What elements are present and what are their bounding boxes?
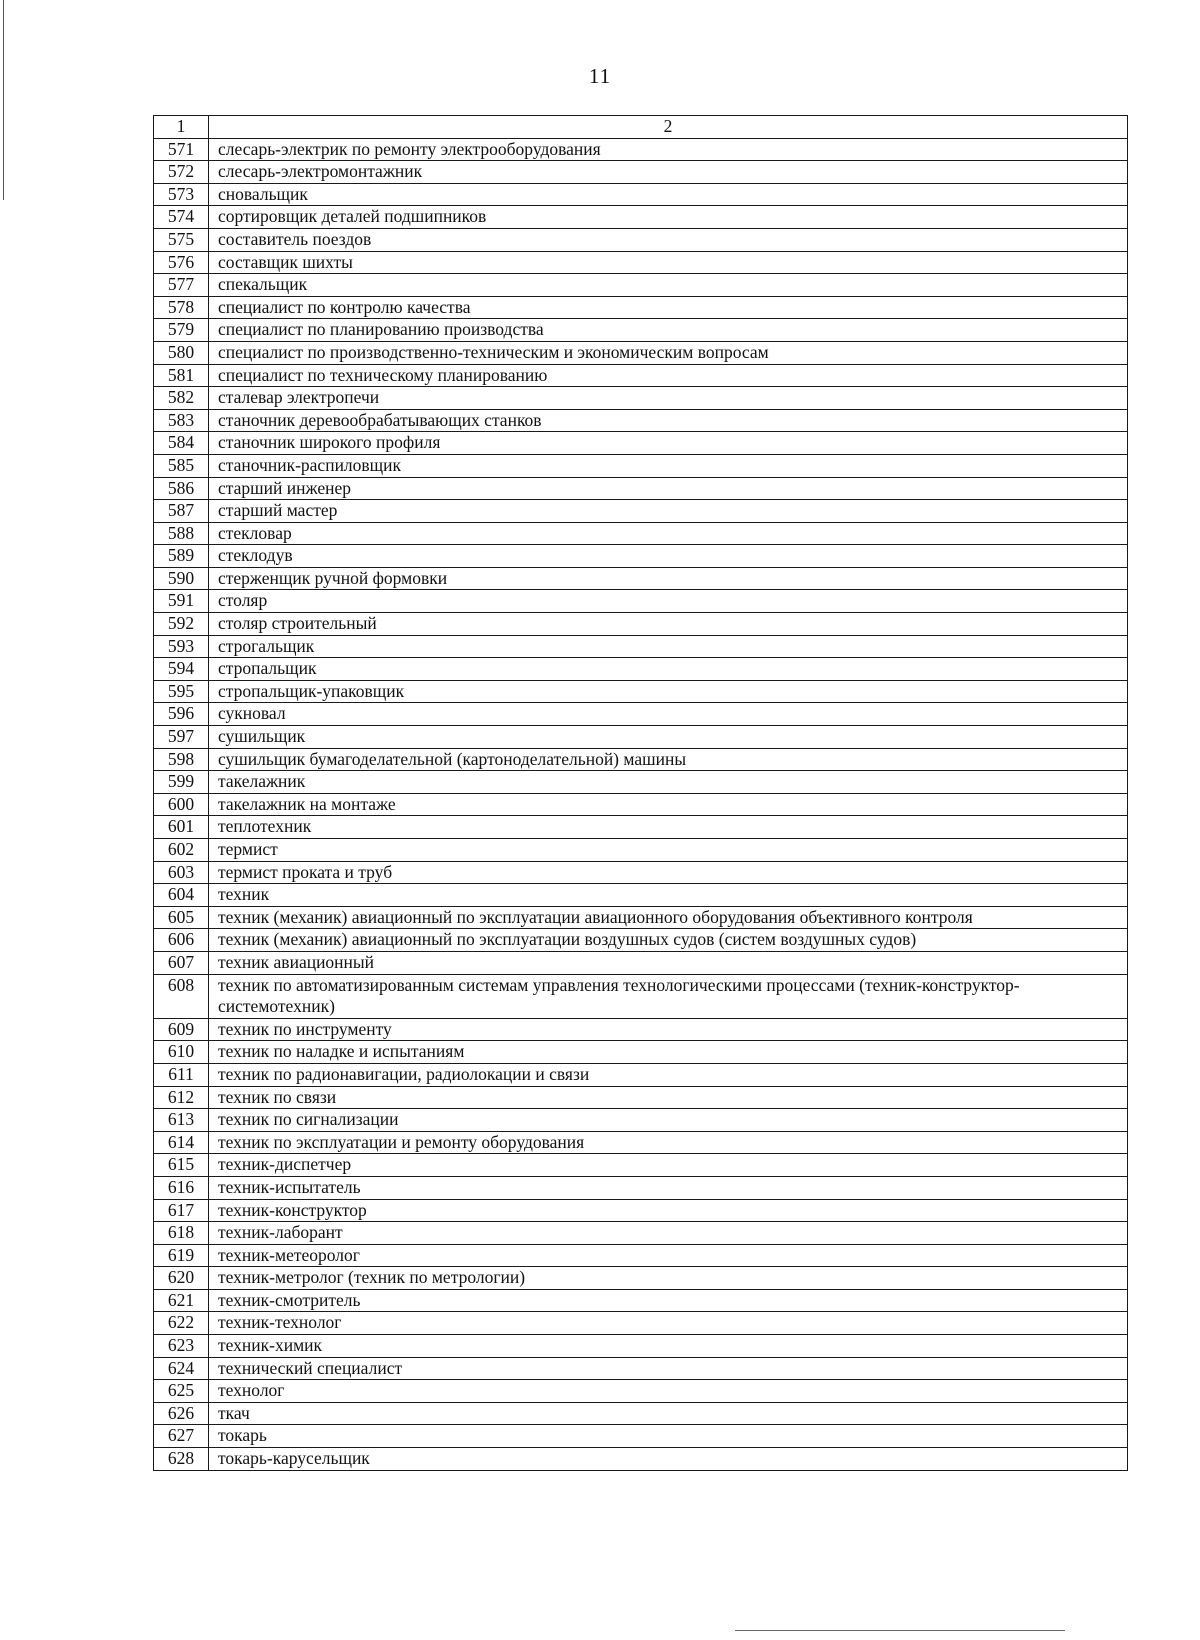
row-number-cell: 599 <box>154 771 209 794</box>
occupation-name-cell: специалист по планированию производства <box>209 319 1128 342</box>
row-number-cell: 584 <box>154 432 209 455</box>
occupation-name-cell: слесарь-электромонтажник <box>209 161 1128 184</box>
occupation-name-cell: строгальщик <box>209 635 1128 658</box>
table-row <box>154 884 1128 907</box>
row-number-cell: 572 <box>154 161 209 184</box>
row-number-cell: 618 <box>154 1222 209 1245</box>
occupation-name-cell: сновальщик <box>209 183 1128 206</box>
occupations-table <box>153 115 1128 1471</box>
row-number-cell: 612 <box>154 1086 209 1109</box>
row-number-cell: 592 <box>154 613 209 636</box>
row-number-cell: 627 <box>154 1425 209 1448</box>
row-number-cell: 616 <box>154 1176 209 1199</box>
row-number-cell: 598 <box>154 748 209 771</box>
row-number-cell: 620 <box>154 1267 209 1290</box>
table-row <box>154 1402 1128 1425</box>
occupation-name-cell: такелажник на монтаже <box>209 793 1128 816</box>
row-number-cell: 583 <box>154 409 209 432</box>
table-row <box>154 341 1128 364</box>
row-number-cell: 614 <box>154 1131 209 1154</box>
row-number-cell: 607 <box>154 951 209 974</box>
row-number-cell: 594 <box>154 658 209 681</box>
occupation-name-cell: техник по связи <box>209 1086 1128 1109</box>
table-row <box>154 1448 1128 1471</box>
table-row <box>154 1041 1128 1064</box>
footer-scan-line <box>735 1630 1065 1631</box>
table-row <box>154 274 1128 297</box>
row-number-cell: 624 <box>154 1357 209 1380</box>
table-row <box>154 1199 1128 1222</box>
row-number-cell: 596 <box>154 703 209 726</box>
occupation-name-cell: стропальщик <box>209 658 1128 681</box>
occupation-name-cell: стеклодув <box>209 545 1128 568</box>
table-row <box>154 816 1128 839</box>
occupation-name-cell: сушильщик бумагоделательной (картоноделательной) машины <box>209 748 1128 771</box>
row-number-cell: 587 <box>154 500 209 523</box>
table-row <box>154 409 1128 432</box>
occupation-name-cell: техник-смотритель <box>209 1289 1128 1312</box>
row-number-cell: 581 <box>154 364 209 387</box>
table-row <box>154 793 1128 816</box>
table-row <box>154 1131 1128 1154</box>
table-row <box>154 748 1128 771</box>
row-number-cell: 591 <box>154 590 209 613</box>
row-number-cell: 579 <box>154 319 209 342</box>
occupation-name-cell: технолог <box>209 1380 1128 1403</box>
table-row <box>154 432 1128 455</box>
occupation-name-cell: сортировщик деталей подшипников <box>209 206 1128 229</box>
occupation-name-cell: станочник деревообрабатывающих станков <box>209 409 1128 432</box>
occupation-name-cell: специалист по техническому планированию <box>209 364 1128 387</box>
row-number-cell: 606 <box>154 929 209 952</box>
row-number-cell: 617 <box>154 1199 209 1222</box>
occupation-name-cell: техник по эксплуатации и ремонту оборудования <box>209 1131 1128 1154</box>
row-number-cell: 625 <box>154 1380 209 1403</box>
occupation-name-cell: техник-диспетчер <box>209 1154 1128 1177</box>
table-header <box>154 116 1128 139</box>
table-row <box>154 1335 1128 1358</box>
table-row <box>154 364 1128 387</box>
table-row <box>154 1222 1128 1245</box>
occupation-name-cell: техник по сигнализации <box>209 1109 1128 1132</box>
occupation-name-cell: специалист по производственно-техническим и экономическим вопросам <box>209 341 1128 364</box>
occupation-name-cell: техник-метеоролог <box>209 1244 1128 1267</box>
table-row <box>154 1425 1128 1448</box>
scan-edge-line <box>3 0 4 200</box>
occupation-name-cell: теплотехник <box>209 816 1128 839</box>
row-number-cell: 600 <box>154 793 209 816</box>
table-row <box>154 477 1128 500</box>
table-row <box>154 1176 1128 1199</box>
occupation-name-cell: составитель поездов <box>209 228 1128 251</box>
table-row <box>154 1312 1128 1335</box>
occupation-name-cell: сукновал <box>209 703 1128 726</box>
occupations-table-container <box>153 115 1127 1471</box>
table-row <box>154 138 1128 161</box>
row-number-cell: 571 <box>154 138 209 161</box>
occupation-name-cell: стерженщик ручной формовки <box>209 567 1128 590</box>
table-row <box>154 590 1128 613</box>
page-number: 11 <box>588 64 612 88</box>
occupation-name-cell: сушильщик <box>209 726 1128 749</box>
row-number-cell: 586 <box>154 477 209 500</box>
occupation-name-cell: техник авиационный <box>209 951 1128 974</box>
row-number-cell: 608 <box>154 974 209 1018</box>
row-number-cell: 601 <box>154 816 209 839</box>
occupation-name-cell: техник-химик <box>209 1335 1128 1358</box>
table-row <box>154 929 1128 952</box>
row-number-cell: 623 <box>154 1335 209 1358</box>
occupation-name-cell: технический специалист <box>209 1357 1128 1380</box>
occupation-name-cell: столяр строительный <box>209 613 1128 636</box>
table-row <box>154 387 1128 410</box>
occupation-name-cell: техник (механик) авиационный по эксплуатации воздушных судов (систем воздушных судов) <box>209 929 1128 952</box>
table-row <box>154 1154 1128 1177</box>
row-number-cell: 575 <box>154 228 209 251</box>
occupation-name-cell: техник-испытатель <box>209 1176 1128 1199</box>
row-number-cell: 574 <box>154 206 209 229</box>
table-row <box>154 974 1128 1018</box>
occupation-name-cell: ткач <box>209 1402 1128 1425</box>
row-number-cell: 621 <box>154 1289 209 1312</box>
table-row <box>154 771 1128 794</box>
occupation-name-cell: токарь-карусельщик <box>209 1448 1128 1471</box>
row-number-cell: 589 <box>154 545 209 568</box>
row-number-cell: 595 <box>154 680 209 703</box>
table-row <box>154 296 1128 319</box>
table-row <box>154 1357 1128 1380</box>
occupation-name-cell: старший инженер <box>209 477 1128 500</box>
occupation-name-cell: составщик шихты <box>209 251 1128 274</box>
table-row <box>154 161 1128 184</box>
table-row <box>154 1244 1128 1267</box>
table-row <box>154 703 1128 726</box>
occupation-name-cell: станочник широкого профиля <box>209 432 1128 455</box>
table-body <box>154 138 1128 1470</box>
table-row <box>154 1018 1128 1041</box>
occupation-name-cell: стропальщик-упаковщик <box>209 680 1128 703</box>
table-row <box>154 545 1128 568</box>
row-number-cell: 622 <box>154 1312 209 1335</box>
table-row <box>154 658 1128 681</box>
table-row <box>154 680 1128 703</box>
row-number-cell: 577 <box>154 274 209 297</box>
occupation-name-cell: техник по радионавигации, радиолокации и связи <box>209 1063 1128 1086</box>
table-row <box>154 1063 1128 1086</box>
table-row <box>154 861 1128 884</box>
row-number-cell: 588 <box>154 522 209 545</box>
occupation-name-cell: техник-метролог (техник по метрологии) <box>209 1267 1128 1290</box>
row-number-cell: 615 <box>154 1154 209 1177</box>
occupation-name-cell: спекальщик <box>209 274 1128 297</box>
table-row <box>154 228 1128 251</box>
row-number-cell: 613 <box>154 1109 209 1132</box>
occupation-name-cell: техник (механик) авиационный по эксплуатации авиационного оборудования объективного контроля <box>209 906 1128 929</box>
occupation-name-cell: техник по автоматизированным системам управления технологическими процессами (техник-конструктор-системотехник) <box>209 974 1128 1018</box>
row-number-cell: 609 <box>154 1018 209 1041</box>
table-row <box>154 951 1128 974</box>
table-row <box>154 500 1128 523</box>
table-row <box>154 1109 1128 1132</box>
table-row <box>154 319 1128 342</box>
column-header-number: 1 <box>154 116 209 139</box>
table-row <box>154 1267 1128 1290</box>
table-row <box>154 906 1128 929</box>
row-number-cell: 603 <box>154 861 209 884</box>
occupation-name-cell: термист <box>209 839 1128 862</box>
row-number-cell: 578 <box>154 296 209 319</box>
table-row <box>154 183 1128 206</box>
row-number-cell: 573 <box>154 183 209 206</box>
occupation-name-cell: токарь <box>209 1425 1128 1448</box>
occupation-name-cell: термист проката и труб <box>209 861 1128 884</box>
row-number-cell: 585 <box>154 454 209 477</box>
row-number-cell: 602 <box>154 839 209 862</box>
occupation-name-cell: техник-лаборант <box>209 1222 1128 1245</box>
row-number-cell: 593 <box>154 635 209 658</box>
row-number-cell: 605 <box>154 906 209 929</box>
occupation-name-cell: старший мастер <box>209 500 1128 523</box>
table-row <box>154 1086 1128 1109</box>
occupation-name-cell: стекловар <box>209 522 1128 545</box>
occupation-name-cell: сталевар электропечи <box>209 387 1128 410</box>
table-row <box>154 839 1128 862</box>
table-header-row <box>154 116 1128 139</box>
occupation-name-cell: столяр <box>209 590 1128 613</box>
row-number-cell: 626 <box>154 1402 209 1425</box>
table-row <box>154 522 1128 545</box>
row-number-cell: 590 <box>154 567 209 590</box>
table-row <box>154 635 1128 658</box>
column-header-name: 2 <box>209 116 1128 139</box>
row-number-cell: 610 <box>154 1041 209 1064</box>
row-number-cell: 628 <box>154 1448 209 1471</box>
occupation-name-cell: станочник-распиловщик <box>209 454 1128 477</box>
row-number-cell: 582 <box>154 387 209 410</box>
occupation-name-cell: техник <box>209 884 1128 907</box>
row-number-cell: 580 <box>154 341 209 364</box>
table-row <box>154 454 1128 477</box>
table-row <box>154 567 1128 590</box>
occupation-name-cell: слесарь-электрик по ремонту электрооборудования <box>209 138 1128 161</box>
occupation-name-cell: такелажник <box>209 771 1128 794</box>
row-number-cell: 611 <box>154 1063 209 1086</box>
table-row <box>154 1289 1128 1312</box>
table-row <box>154 726 1128 749</box>
table-row <box>154 206 1128 229</box>
table-row <box>154 613 1128 636</box>
occupation-name-cell: техник-технолог <box>209 1312 1128 1335</box>
row-number-cell: 604 <box>154 884 209 907</box>
row-number-cell: 619 <box>154 1244 209 1267</box>
table-row <box>154 1380 1128 1403</box>
table-row <box>154 251 1128 274</box>
occupation-name-cell: техник-конструктор <box>209 1199 1128 1222</box>
row-number-cell: 597 <box>154 726 209 749</box>
occupation-name-cell: техник по инструменту <box>209 1018 1128 1041</box>
row-number-cell: 576 <box>154 251 209 274</box>
occupation-name-cell: техник по наладке и испытаниям <box>209 1041 1128 1064</box>
occupation-name-cell: специалист по контролю качества <box>209 296 1128 319</box>
